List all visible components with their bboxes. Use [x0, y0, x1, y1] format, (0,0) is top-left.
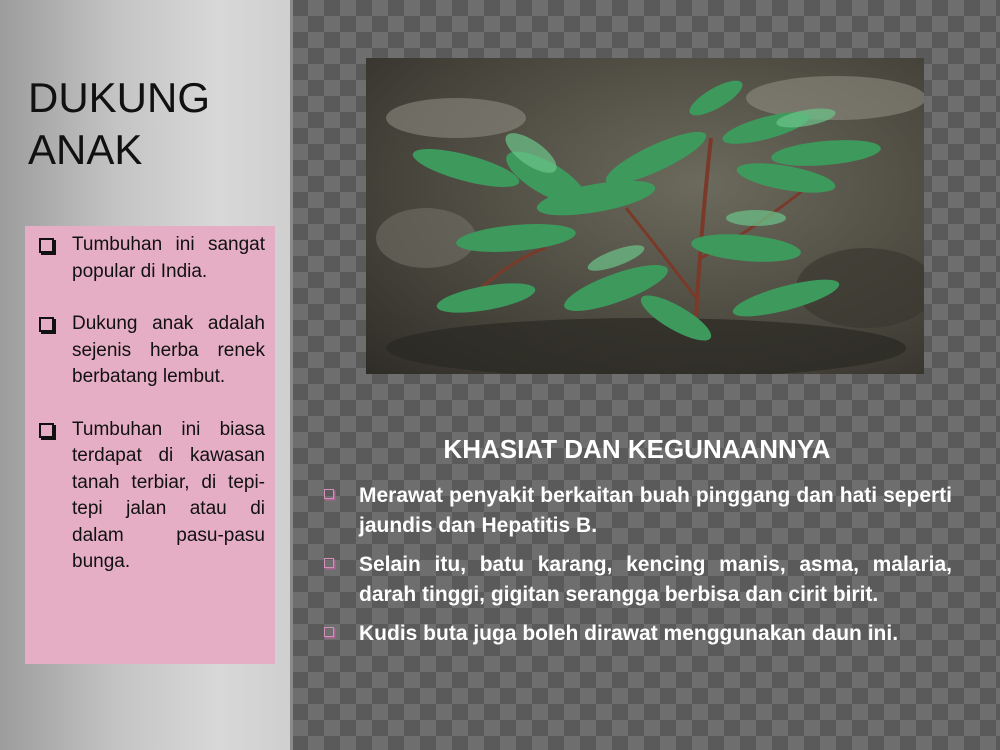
fact-text: Dukung anak adalah sejenis herba renek berbatang lembut.	[72, 313, 265, 387]
benefit-text: Selain itu, batu karang, kencing manis, asma, malaria, darah tinggi, gigitan serangga berbisa dan cirit birit.	[359, 553, 952, 606]
benefit-item	[322, 619, 952, 649]
square-bullet-icon	[39, 317, 54, 332]
square-bullet-icon	[39, 238, 54, 253]
square-bullet-icon	[324, 489, 334, 499]
square-bullet-icon	[39, 423, 54, 438]
facts-list	[37, 232, 265, 576]
benefit-text: Kudis buta juga boleh dirawat menggunakan daun ini.	[359, 622, 899, 645]
benefits-heading: KHASIAT DAN KEGUNAANNYA	[443, 434, 831, 464]
benefit-item	[322, 550, 952, 610]
benefit-text: Merawat penyakit berkaitan buah pinggang dan hati seperti jaundis dan Hepatitis B.	[359, 484, 952, 537]
fact-text: Tumbuhan ini biasa terdapat di kawasan tanah terbiar, di tepi-tepi jalan atau di dalam pasu-pasu bunga.	[72, 418, 265, 572]
fact-item	[37, 311, 265, 391]
slide-title-line-2: ANAK	[28, 126, 143, 173]
benefits-list	[322, 481, 952, 658]
slide-title-line-1: DUKUNG	[28, 74, 211, 121]
square-bullet-icon	[324, 627, 334, 637]
benefit-item	[322, 481, 952, 541]
plant-photo	[366, 58, 924, 374]
panel-divider	[290, 0, 293, 750]
fact-text: Tumbuhan ini sangat popular di India.	[72, 234, 265, 282]
slide-title	[28, 72, 278, 176]
fact-item	[37, 232, 265, 285]
fact-item	[37, 417, 265, 576]
facts-box	[25, 226, 275, 664]
plant-photo-illustration	[366, 58, 924, 374]
square-bullet-icon	[324, 558, 334, 568]
